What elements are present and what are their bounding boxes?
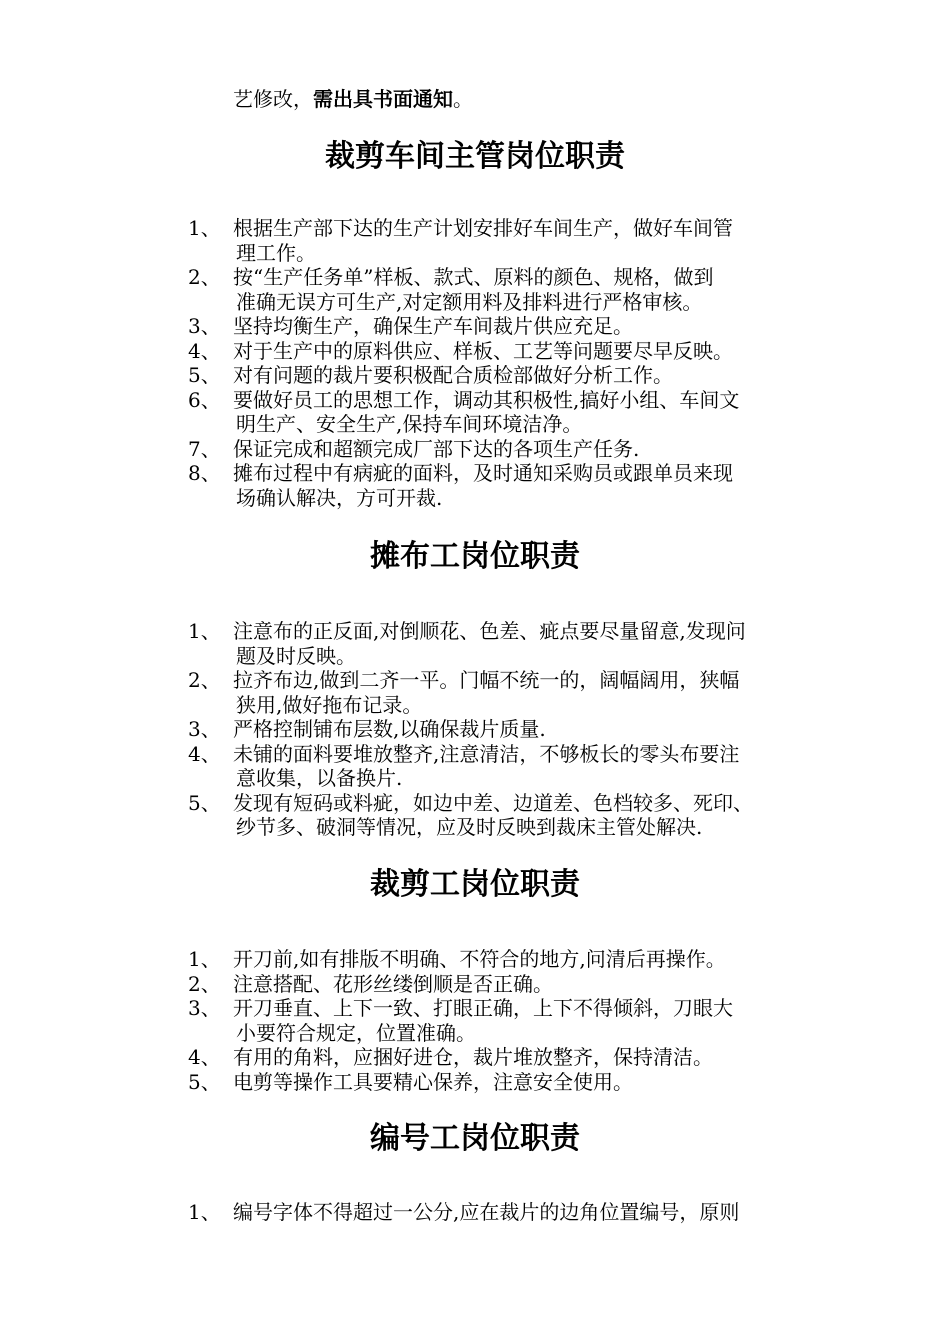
intro-paragraph [233, 86, 473, 112]
section-title-cutting-supervisor: 裁剪车间主管岗位职责 [325, 139, 625, 174]
intro-text: 艺修改， [233, 87, 313, 111]
list-item [0, 717, 950, 742]
list-item [0, 314, 950, 339]
item-text: 发现有短码或料疵，如边中差、边道差、色档较多、死印、 [233, 790, 753, 815]
item-number: 4、 [188, 1045, 221, 1069]
item-text: 注意布的正反面,对倒顺花、色差、疵点要尽量留意,发现问 [233, 619, 746, 643]
item-number: 3、 [188, 314, 221, 338]
item-text: 意收集，以备换片. [236, 766, 403, 790]
list-item [0, 265, 950, 314]
item-number: 6、 [188, 387, 221, 412]
list-item [0, 619, 950, 668]
item-number: 4、 [188, 338, 221, 363]
list-item [0, 1200, 950, 1225]
item-text: 电剪等操作工具要精心保养，注意安全使用。 [233, 1069, 633, 1094]
item-text: 坚持均衡生产，确保生产车间裁片供应充足。 [233, 314, 633, 338]
item-number: 5、 [188, 1069, 221, 1094]
item-text: 按“生产任务单”样板、款式、原料的颜色、规格，做到 [233, 265, 714, 289]
list-cutting-supervisor [0, 216, 950, 510]
item-text: 明生产、安全生产,保持车间环境洁净。 [236, 412, 583, 436]
item-text: 摊布过程中有病疵的面料，及时通知采购员或跟单员来现 [233, 461, 733, 485]
item-text: 开刀前,如有排版不明确、不符合的地方,问清后再操作。 [233, 947, 726, 971]
item-number: 8、 [188, 461, 221, 485]
item-text: 对有问题的裁片要积极配合质检部做好分析工作。 [233, 363, 673, 387]
intro-bold-text: 需出具书面通知 [313, 87, 453, 111]
item-text: 狭用,做好拖布记录。 [236, 692, 423, 717]
item-number: 3、 [188, 996, 221, 1020]
item-text: 准确无误方可生产,对定额用料及排料进行严格审核。 [236, 289, 703, 314]
item-text: 编号字体不得超过一公分,应在裁片的边角位置编号，原则 [233, 1200, 740, 1224]
list-item [0, 972, 950, 997]
item-text: 要做好员工的思想工作，调动其积极性,搞好小组、车间文 [233, 387, 740, 412]
list-item [0, 363, 950, 388]
list-cutter [0, 947, 950, 1094]
list-item [0, 996, 950, 1045]
item-number: 5、 [188, 790, 221, 815]
item-number: 1、 [188, 619, 221, 643]
list-item [0, 742, 950, 791]
item-text: 未铺的面料要堆放整齐,注意清洁，不够板长的零头布要注 [233, 741, 740, 766]
list-item [0, 1045, 950, 1070]
item-text: 根据生产部下达的生产计划安排好车间生产，做好车间管 [233, 216, 733, 240]
item-text: 场确认解决，方可开裁. [236, 485, 443, 510]
list-item [0, 791, 950, 840]
item-text: 题及时反映。 [236, 643, 356, 668]
item-text: 保证完成和超额完成厂部下达的各项生产任务. [233, 436, 640, 461]
list-item [0, 339, 950, 364]
list-numbering [0, 1200, 950, 1225]
item-text: 严格控制铺布层数,以确保裁片质量. [233, 717, 546, 741]
item-text: 开刀垂直、上下一致、打眼正确，上下不得倾斜，刀眼大 [233, 996, 733, 1020]
list-spreader [0, 619, 950, 840]
item-text: 拉齐布边,做到二齐一平。门幅不统一的，阔幅阔用，狭幅 [233, 668, 740, 692]
item-number: 2、 [188, 971, 221, 996]
item-number: 1、 [188, 947, 221, 971]
item-number: 5、 [188, 363, 221, 387]
list-item [0, 437, 950, 462]
list-item [0, 388, 950, 437]
item-text: 纱节多、破洞等情况，应及时反映到裁床主管处解决. [236, 815, 703, 839]
list-item [0, 461, 950, 510]
item-number: 1、 [188, 1200, 221, 1224]
item-number: 4、 [188, 741, 221, 766]
item-number: 2、 [188, 668, 221, 692]
item-number: 1、 [188, 216, 221, 240]
intro-tail: 。 [453, 87, 473, 111]
item-number: 3、 [188, 717, 221, 741]
item-text: 小要符合规定，位置准确。 [236, 1020, 476, 1045]
list-item [0, 216, 950, 265]
item-number: 7、 [188, 436, 221, 461]
item-text: 理工作。 [236, 240, 316, 265]
list-item [0, 668, 950, 717]
item-text: 注意搭配、花形丝缕倒顺是否正确。 [233, 971, 553, 996]
item-text: 有用的角料，应捆好进仓，裁片堆放整齐，保持清洁。 [233, 1045, 713, 1069]
section-title-numbering: 编号工岗位职责 [370, 1121, 580, 1156]
item-number: 2、 [188, 265, 221, 289]
section-title-spreader: 摊布工岗位职责 [370, 539, 580, 574]
list-item [0, 947, 950, 972]
list-item [0, 1070, 950, 1095]
section-title-cutter: 裁剪工岗位职责 [370, 867, 580, 902]
item-text: 对于生产中的原料供应、样板、工艺等问题要尽早反映。 [233, 338, 733, 363]
